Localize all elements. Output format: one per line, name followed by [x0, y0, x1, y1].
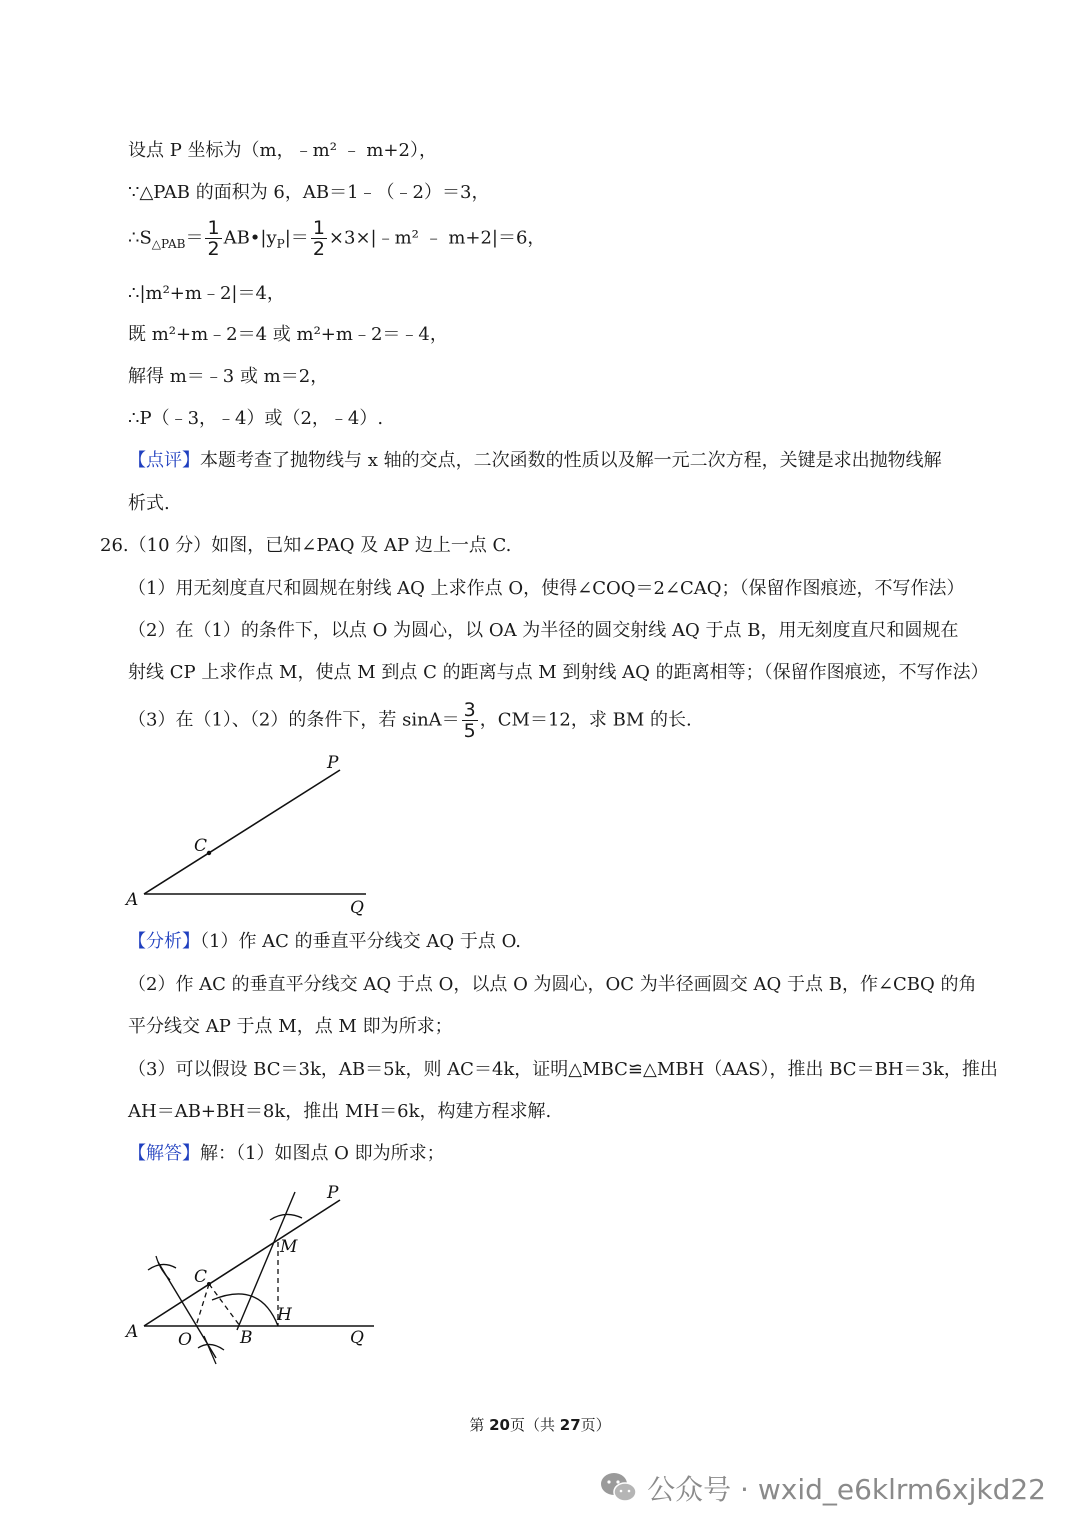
fraction-three-fifths: $\frac{3}{5}$ [463, 699, 476, 742]
label-b: B [240, 1328, 253, 1348]
fraction-half: $\frac{1}{2}$ [207, 217, 220, 260]
label-p: P [327, 1183, 339, 1203]
label-a: A [126, 890, 139, 910]
answer-paragraph: 【解答】解：（1）如图点 O 即为所求； [128, 1143, 445, 1164]
solution-line-1: 设点 P 坐标为（m，﹣m² ﹣ m+2）， [128, 140, 437, 161]
review-paragraph: 【点评】本题考查了抛物线与 x 轴的交点，二次函数的性质以及解一元二次方程，关键是求出抛物线解 [128, 450, 942, 471]
page-total: 27 [559, 1416, 581, 1434]
analysis-paragraph: 【分析】（1）作 AC 的垂直平分线交 AQ 于点 O. [128, 931, 522, 952]
analysis-line-3a: （3）可以假设 BC＝3k，AB＝5k，则 AC＝4k，证明△MBC≌△MBH（AAS），推出 BC＝BH＝3k，推出 [128, 1059, 998, 1080]
figure-construction [120, 1180, 390, 1390]
watermark-text: 公众号 · wxid_e6klrm6xjkd22 [647, 1473, 1046, 1506]
point-c-dot [207, 851, 211, 855]
label-p: P [327, 753, 339, 773]
question-part-3: （3）在（1）、（2）的条件下，若 sinA＝ $\frac{3}{5}$ ，CM＝12，求 BM 的长. [128, 699, 692, 742]
label-q: Q [350, 1328, 364, 1348]
label-o: O [178, 1330, 192, 1350]
question-part-2b: 射线 CP 上求作点 M，使点 M 到点 C 的距离与点 M 到射线 AQ 的距离相等；（保留作图痕迹，不写作法） [128, 662, 989, 683]
label-h: H [277, 1305, 292, 1325]
solution-line-7: ∴P（﹣3，﹣4）或（2，﹣4）. [128, 408, 384, 429]
solution-line-5: 既 m²+m﹣2＝4 或 m²+m﹣2＝﹣4， [128, 324, 448, 345]
question-part-2a: （2）在（1）的条件下，以点 O 为圆心，以 OA 为半径的圆交射线 AQ 于点 B，用无刻度直尺和圆规在 [128, 620, 959, 641]
label-c: C [194, 1267, 208, 1287]
solution-line-4: ∴|m²+m﹣2|＝4， [128, 283, 285, 304]
label-q: Q [350, 898, 364, 918]
solution-line-3: $\therefore S_{\triangle PAB}=$ $\frac{1}{2}$ $AB•|y_P|=$ $\frac{1}{2}$ ×3×|﹣m² ﹣ m+2|＝6， [128, 217, 546, 260]
analysis-line-2b: 平分线交 AP 于点 M，点 M 即为所求； [128, 1016, 453, 1037]
question-26-heading: 26.（10 分）如图，已知∠PAQ 及 AP 边上一点 C. [100, 535, 512, 556]
figure-angle-paq [120, 750, 380, 920]
analysis-tag: 【分析】 [128, 931, 200, 952]
solution-line-6: 解得 m＝﹣3 或 m＝2， [128, 366, 329, 387]
wechat-icon [599, 1471, 639, 1505]
label-m: M [280, 1237, 298, 1257]
label-c: C [194, 836, 208, 856]
answer-tag: 【解答】 [128, 1143, 200, 1164]
review-tag: 【点评】 [128, 450, 200, 471]
solution-line-2: ∵△PAB 的面积为 6，AB＝1﹣（﹣2）＝3， [128, 182, 490, 203]
page-footer: 第 20页（共 27页） [469, 1416, 611, 1434]
review-continuation: 析式. [128, 493, 170, 514]
analysis-line-2a: （2）作 AC 的垂直平分线交 AQ 于点 O，以点 O 为圆心，OC 为半径画圆交 AQ 于点 B，作∠CBQ 的角 [128, 974, 977, 995]
analysis-line-3b: AH＝AB+BH＝8k，推出 MH＝6k，构建方程求解. [128, 1101, 552, 1122]
label-a: A [126, 1322, 139, 1342]
watermark [599, 1468, 1046, 1508]
question-part-1: （1）用无刻度直尺和圆规在射线 AQ 上求作点 O，使得∠COQ＝2∠CAQ；（保留作图痕迹，不写作法） [128, 578, 965, 599]
fraction-half-2: $\frac{1}{2}$ [312, 217, 325, 260]
page-number: 20 [489, 1416, 510, 1434]
